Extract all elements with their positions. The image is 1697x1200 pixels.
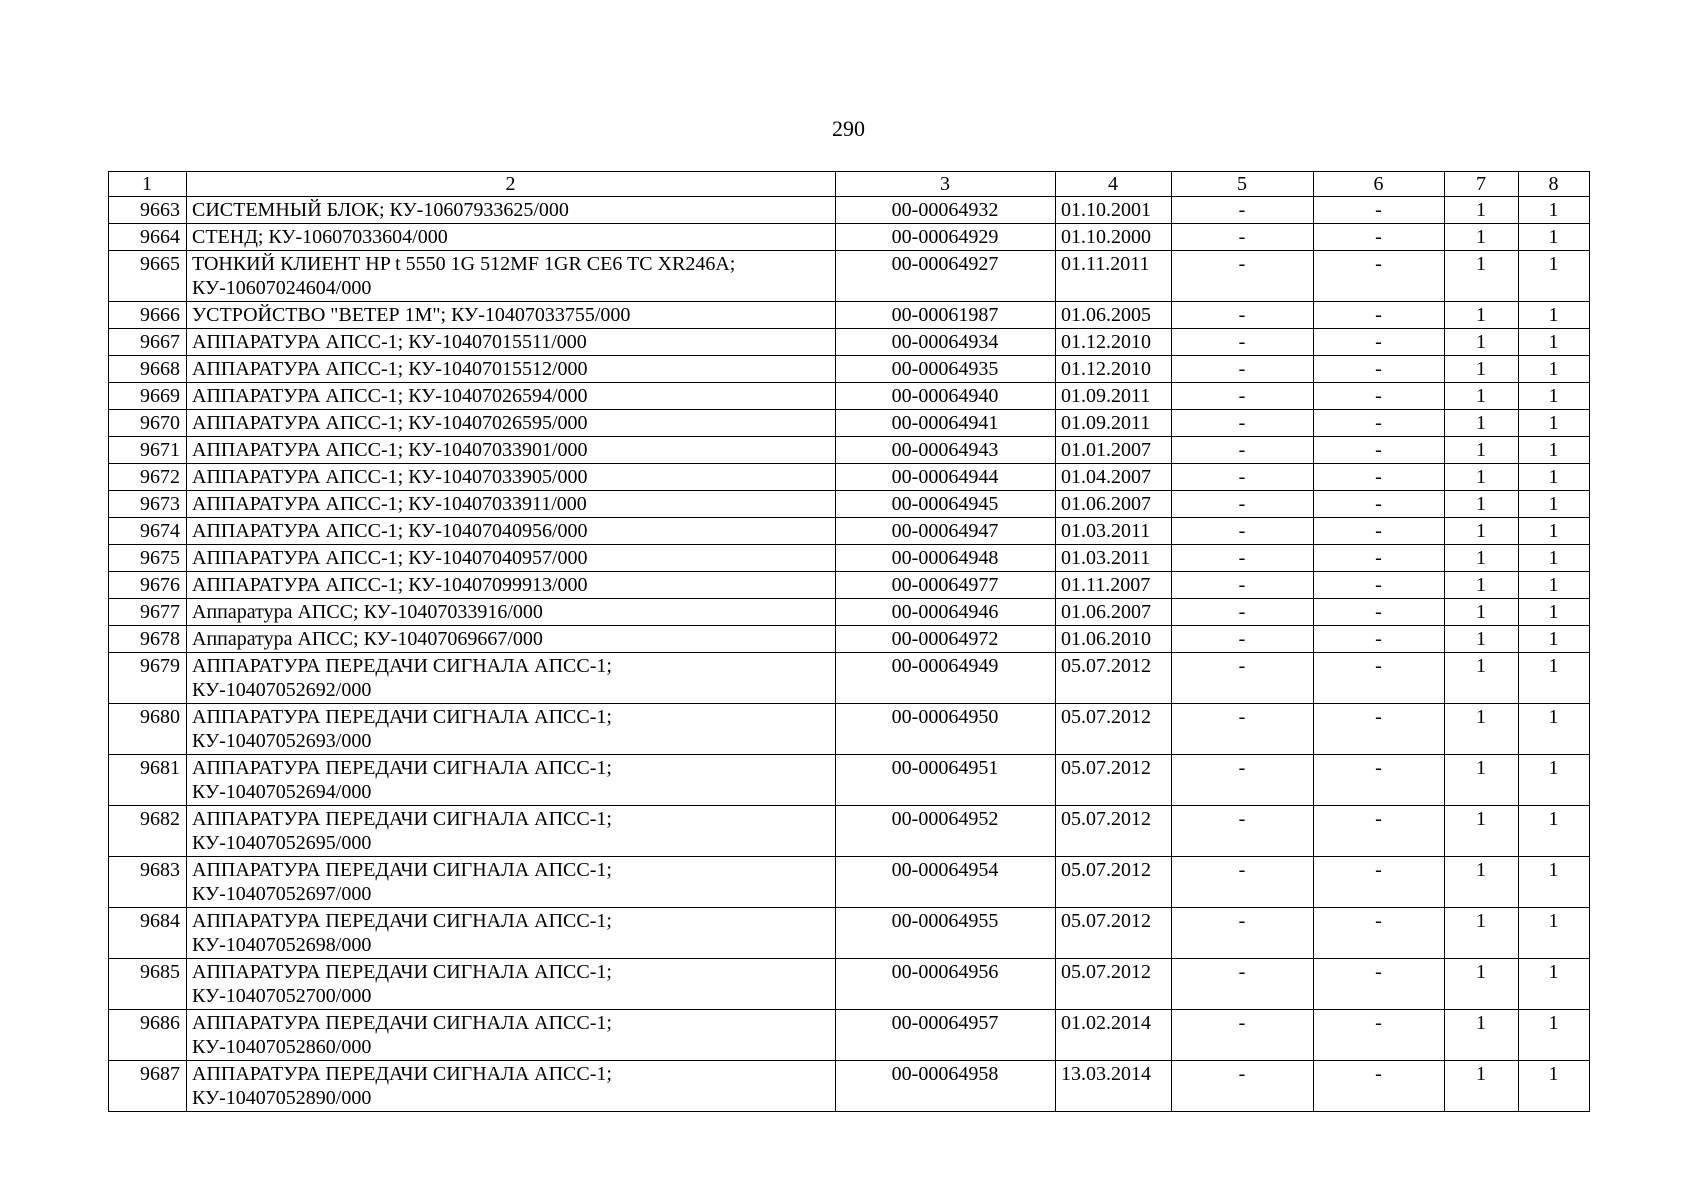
col8-cell: 1: [1519, 545, 1590, 572]
col5-cell: -: [1172, 197, 1314, 224]
col6-cell: -: [1314, 356, 1445, 383]
col5-cell: -: [1172, 806, 1314, 857]
col8-cell: 1: [1519, 1010, 1590, 1061]
col6-cell: -: [1314, 545, 1445, 572]
table-row: [109, 437, 1590, 464]
date-cell: 01.12.2010: [1056, 356, 1172, 383]
column-header: 4: [1056, 172, 1172, 197]
col7-cell: 1: [1445, 959, 1519, 1010]
inventory-code: 00-00064943: [836, 437, 1056, 464]
page-number: 290: [832, 116, 865, 141]
col7-cell: 1: [1445, 464, 1519, 491]
item-name: АППАРАТУРА АПСС-1; КУ-10407015512/000: [187, 356, 836, 383]
col8-cell: 1: [1519, 908, 1590, 959]
item-name: АППАРАТУРА АПСС-1; КУ-10407099913/000: [187, 572, 836, 599]
col6-cell: -: [1314, 197, 1445, 224]
col5-cell: -: [1172, 302, 1314, 329]
row-number: 9674: [109, 518, 187, 545]
inventory-code: 00-00064935: [836, 356, 1056, 383]
col5-cell: -: [1172, 356, 1314, 383]
date-cell: 05.07.2012: [1056, 653, 1172, 704]
row-number: 9667: [109, 329, 187, 356]
date-cell: 01.03.2011: [1056, 518, 1172, 545]
row-number: 9670: [109, 410, 187, 437]
inventory-code: 00-00064946: [836, 599, 1056, 626]
table-row: [109, 491, 1590, 518]
col7-cell: 1: [1445, 572, 1519, 599]
item-name: АППАРАТУРА ПЕРЕДАЧИ СИГНАЛА АПСС-1; КУ-10407052694/000: [187, 755, 836, 806]
row-number: 9668: [109, 356, 187, 383]
table-row: [109, 959, 1590, 1010]
table-row: [109, 464, 1590, 491]
table-row: [109, 755, 1590, 806]
item-name: АППАРАТУРА ПЕРЕДАЧИ СИГНАЛА АПСС-1; КУ-10407052860/000: [187, 1010, 836, 1061]
col6-cell: -: [1314, 1061, 1445, 1112]
row-number: 9679: [109, 653, 187, 704]
table-row: [109, 908, 1590, 959]
row-number: 9685: [109, 959, 187, 1010]
col8-cell: 1: [1519, 857, 1590, 908]
col8-cell: 1: [1519, 329, 1590, 356]
inventory-code: 00-00064929: [836, 224, 1056, 251]
row-number: 9680: [109, 704, 187, 755]
date-cell: 01.09.2011: [1056, 383, 1172, 410]
col5-cell: -: [1172, 599, 1314, 626]
inventory-code: 00-00064940: [836, 383, 1056, 410]
col5-cell: -: [1172, 704, 1314, 755]
date-cell: 01.11.2011: [1056, 251, 1172, 302]
row-number: 9664: [109, 224, 187, 251]
item-name: ТОНКИЙ КЛИЕНТ HP t 5550 1G 512MF 1GR CE6 TC XR246A; КУ-10607024604/000: [187, 251, 836, 302]
col6-cell: -: [1314, 599, 1445, 626]
col7-cell: 1: [1445, 329, 1519, 356]
table-row: [109, 1061, 1590, 1112]
inventory-code: 00-00064956: [836, 959, 1056, 1010]
table-row: [109, 653, 1590, 704]
inventory-code: 00-00064932: [836, 197, 1056, 224]
col6-cell: -: [1314, 857, 1445, 908]
col5-cell: -: [1172, 1061, 1314, 1112]
row-number: 9669: [109, 383, 187, 410]
inventory-code: 00-00064927: [836, 251, 1056, 302]
row-number: 9673: [109, 491, 187, 518]
date-cell: 05.07.2012: [1056, 755, 1172, 806]
col7-cell: 1: [1445, 857, 1519, 908]
date-cell: 01.06.2005: [1056, 302, 1172, 329]
inventory-code: 00-00064958: [836, 1061, 1056, 1112]
inventory-code: 00-00064934: [836, 329, 1056, 356]
col8-cell: 1: [1519, 626, 1590, 653]
column-header: 1: [109, 172, 187, 197]
col5-cell: -: [1172, 518, 1314, 545]
row-number: 9686: [109, 1010, 187, 1061]
item-name: АППАРАТУРА ПЕРЕДАЧИ СИГНАЛА АПСС-1; КУ-10407052890/000: [187, 1061, 836, 1112]
row-number: 9665: [109, 251, 187, 302]
col5-cell: -: [1172, 224, 1314, 251]
date-cell: 01.04.2007: [1056, 464, 1172, 491]
col8-cell: 1: [1519, 251, 1590, 302]
col6-cell: -: [1314, 653, 1445, 704]
col8-cell: 1: [1519, 491, 1590, 518]
col8-cell: 1: [1519, 599, 1590, 626]
col6-cell: -: [1314, 626, 1445, 653]
col6-cell: -: [1314, 383, 1445, 410]
date-cell: 05.07.2012: [1056, 959, 1172, 1010]
col7-cell: 1: [1445, 410, 1519, 437]
col7-cell: 1: [1445, 1010, 1519, 1061]
table-row: [109, 356, 1590, 383]
inventory-code: 00-00064948: [836, 545, 1056, 572]
table-row: [109, 857, 1590, 908]
row-number: 9683: [109, 857, 187, 908]
column-number-row: [109, 172, 1590, 197]
col6-cell: -: [1314, 224, 1445, 251]
table-row: [109, 383, 1590, 410]
col7-cell: 1: [1445, 197, 1519, 224]
inventory-code: 00-00064947: [836, 518, 1056, 545]
date-cell: 01.10.2000: [1056, 224, 1172, 251]
col7-cell: 1: [1445, 704, 1519, 755]
col8-cell: 1: [1519, 464, 1590, 491]
date-cell: 05.07.2012: [1056, 857, 1172, 908]
asset-registry-table: [108, 171, 1590, 1112]
col5-cell: -: [1172, 653, 1314, 704]
col7-cell: 1: [1445, 908, 1519, 959]
inventory-code: 00-00061987: [836, 302, 1056, 329]
table-row: [109, 572, 1590, 599]
col5-cell: -: [1172, 857, 1314, 908]
inventory-code: 00-00064950: [836, 704, 1056, 755]
col6-cell: -: [1314, 302, 1445, 329]
table-row: [109, 518, 1590, 545]
item-name: АППАРАТУРА АПСС-1; КУ-10407033911/000: [187, 491, 836, 518]
table-row: [109, 302, 1590, 329]
table-row: [109, 599, 1590, 626]
col7-cell: 1: [1445, 626, 1519, 653]
col5-cell: -: [1172, 491, 1314, 518]
col5-cell: -: [1172, 959, 1314, 1010]
table-row: [109, 410, 1590, 437]
inventory-code: 00-00064945: [836, 491, 1056, 518]
col8-cell: 1: [1519, 224, 1590, 251]
item-name: АППАРАТУРА АПСС-1; КУ-10407040957/000: [187, 545, 836, 572]
item-name: АППАРАТУРА ПЕРЕДАЧИ СИГНАЛА АПСС-1; КУ-10407052695/000: [187, 806, 836, 857]
row-number: 9684: [109, 908, 187, 959]
inventory-code: 00-00064972: [836, 626, 1056, 653]
row-number: 9675: [109, 545, 187, 572]
column-header: 3: [836, 172, 1056, 197]
col7-cell: 1: [1445, 437, 1519, 464]
row-number: 9677: [109, 599, 187, 626]
col7-cell: 1: [1445, 251, 1519, 302]
item-name: АППАРАТУРА ПЕРЕДАЧИ СИГНАЛА АПСС-1; КУ-10407052697/000: [187, 857, 836, 908]
table-row: [109, 806, 1590, 857]
date-cell: 01.01.2007: [1056, 437, 1172, 464]
item-name: СТЕНД; КУ-10607033604/000: [187, 224, 836, 251]
date-cell: 01.11.2007: [1056, 572, 1172, 599]
col8-cell: 1: [1519, 302, 1590, 329]
col8-cell: 1: [1519, 959, 1590, 1010]
row-number: 9678: [109, 626, 187, 653]
col5-cell: -: [1172, 626, 1314, 653]
col6-cell: -: [1314, 518, 1445, 545]
col8-cell: 1: [1519, 356, 1590, 383]
column-header: 7: [1445, 172, 1519, 197]
date-cell: 01.03.2011: [1056, 545, 1172, 572]
col5-cell: -: [1172, 251, 1314, 302]
item-name: АППАРАТУРА АПСС-1; КУ-10407040956/000: [187, 518, 836, 545]
table-row: [109, 197, 1590, 224]
col6-cell: -: [1314, 437, 1445, 464]
date-cell: 01.06.2007: [1056, 491, 1172, 518]
col5-cell: -: [1172, 329, 1314, 356]
col5-cell: -: [1172, 437, 1314, 464]
row-number: 9681: [109, 755, 187, 806]
table-row: [109, 704, 1590, 755]
row-number: 9672: [109, 464, 187, 491]
date-cell: 01.02.2014: [1056, 1010, 1172, 1061]
col7-cell: 1: [1445, 302, 1519, 329]
inventory-code: 00-00064952: [836, 806, 1056, 857]
date-cell: 13.03.2014: [1056, 1061, 1172, 1112]
item-name: АППАРАТУРА ПЕРЕДАЧИ СИГНАЛА АПСС-1; КУ-10407052692/000: [187, 653, 836, 704]
column-header: 2: [187, 172, 836, 197]
inventory-code: 00-00064977: [836, 572, 1056, 599]
col6-cell: -: [1314, 329, 1445, 356]
col6-cell: -: [1314, 464, 1445, 491]
item-name: АППАРАТУРА ПЕРЕДАЧИ СИГНАЛА АПСС-1; КУ-10407052693/000: [187, 704, 836, 755]
row-number: 9671: [109, 437, 187, 464]
col8-cell: 1: [1519, 518, 1590, 545]
date-cell: 05.07.2012: [1056, 806, 1172, 857]
col6-cell: -: [1314, 572, 1445, 599]
inventory-code: 00-00064941: [836, 410, 1056, 437]
col6-cell: -: [1314, 908, 1445, 959]
col8-cell: 1: [1519, 572, 1590, 599]
col8-cell: 1: [1519, 437, 1590, 464]
col6-cell: -: [1314, 491, 1445, 518]
col5-cell: -: [1172, 464, 1314, 491]
column-header: 8: [1519, 172, 1590, 197]
col7-cell: 1: [1445, 518, 1519, 545]
date-cell: 05.07.2012: [1056, 908, 1172, 959]
date-cell: 01.10.2001: [1056, 197, 1172, 224]
col6-cell: -: [1314, 704, 1445, 755]
col8-cell: 1: [1519, 197, 1590, 224]
col7-cell: 1: [1445, 224, 1519, 251]
column-header: 6: [1314, 172, 1445, 197]
col5-cell: -: [1172, 755, 1314, 806]
col5-cell: -: [1172, 545, 1314, 572]
inventory-code: 00-00064957: [836, 1010, 1056, 1061]
date-cell: 01.06.2010: [1056, 626, 1172, 653]
inventory-code: 00-00064955: [836, 908, 1056, 959]
col7-cell: 1: [1445, 383, 1519, 410]
inventory-code: 00-00064949: [836, 653, 1056, 704]
col8-cell: 1: [1519, 653, 1590, 704]
row-number: 9682: [109, 806, 187, 857]
col6-cell: -: [1314, 410, 1445, 437]
table-row: [109, 626, 1590, 653]
inventory-code: 00-00064951: [836, 755, 1056, 806]
item-name: Аппаратура АПСС; КУ-10407033916/000: [187, 599, 836, 626]
col6-cell: -: [1314, 959, 1445, 1010]
row-number: 9666: [109, 302, 187, 329]
col5-cell: -: [1172, 410, 1314, 437]
table-row: [109, 251, 1590, 302]
col7-cell: 1: [1445, 806, 1519, 857]
col8-cell: 1: [1519, 704, 1590, 755]
col8-cell: 1: [1519, 1061, 1590, 1112]
col5-cell: -: [1172, 1010, 1314, 1061]
table-row: [109, 1010, 1590, 1061]
item-name: АППАРАТУРА АПСС-1; КУ-10407026595/000: [187, 410, 836, 437]
col8-cell: 1: [1519, 806, 1590, 857]
date-cell: 01.06.2007: [1056, 599, 1172, 626]
col7-cell: 1: [1445, 653, 1519, 704]
col6-cell: -: [1314, 251, 1445, 302]
item-name: Аппаратура АПСС; КУ-10407069667/000: [187, 626, 836, 653]
col5-cell: -: [1172, 383, 1314, 410]
row-number: 9676: [109, 572, 187, 599]
table-row: [109, 224, 1590, 251]
item-name: СИСТЕМНЫЙ БЛОК; КУ-10607933625/000: [187, 197, 836, 224]
col5-cell: -: [1172, 572, 1314, 599]
table-row: [109, 545, 1590, 572]
col7-cell: 1: [1445, 599, 1519, 626]
inventory-code: 00-00064944: [836, 464, 1056, 491]
row-number: 9663: [109, 197, 187, 224]
column-header: 5: [1172, 172, 1314, 197]
date-cell: 01.12.2010: [1056, 329, 1172, 356]
date-cell: 01.09.2011: [1056, 410, 1172, 437]
col7-cell: 1: [1445, 545, 1519, 572]
item-name: АППАРАТУРА АПСС-1; КУ-10407026594/000: [187, 383, 836, 410]
col7-cell: 1: [1445, 356, 1519, 383]
item-name: УСТРОЙСТВО "ВЕТЕР 1М"; КУ-10407033755/000: [187, 302, 836, 329]
col6-cell: -: [1314, 806, 1445, 857]
col8-cell: 1: [1519, 410, 1590, 437]
row-number: 9687: [109, 1061, 187, 1112]
col7-cell: 1: [1445, 1061, 1519, 1112]
col6-cell: -: [1314, 755, 1445, 806]
table-row: [109, 329, 1590, 356]
col5-cell: -: [1172, 908, 1314, 959]
col6-cell: -: [1314, 1010, 1445, 1061]
col8-cell: 1: [1519, 383, 1590, 410]
item-name: АППАРАТУРА АПСС-1; КУ-10407015511/000: [187, 329, 836, 356]
col7-cell: 1: [1445, 755, 1519, 806]
item-name: АППАРАТУРА АПСС-1; КУ-10407033905/000: [187, 464, 836, 491]
item-name: АППАРАТУРА ПЕРЕДАЧИ СИГНАЛА АПСС-1; КУ-10407052700/000: [187, 959, 836, 1010]
item-name: АППАРАТУРА ПЕРЕДАЧИ СИГНАЛА АПСС-1; КУ-10407052698/000: [187, 908, 836, 959]
col8-cell: 1: [1519, 755, 1590, 806]
date-cell: 05.07.2012: [1056, 704, 1172, 755]
col7-cell: 1: [1445, 491, 1519, 518]
inventory-code: 00-00064954: [836, 857, 1056, 908]
item-name: АППАРАТУРА АПСС-1; КУ-10407033901/000: [187, 437, 836, 464]
